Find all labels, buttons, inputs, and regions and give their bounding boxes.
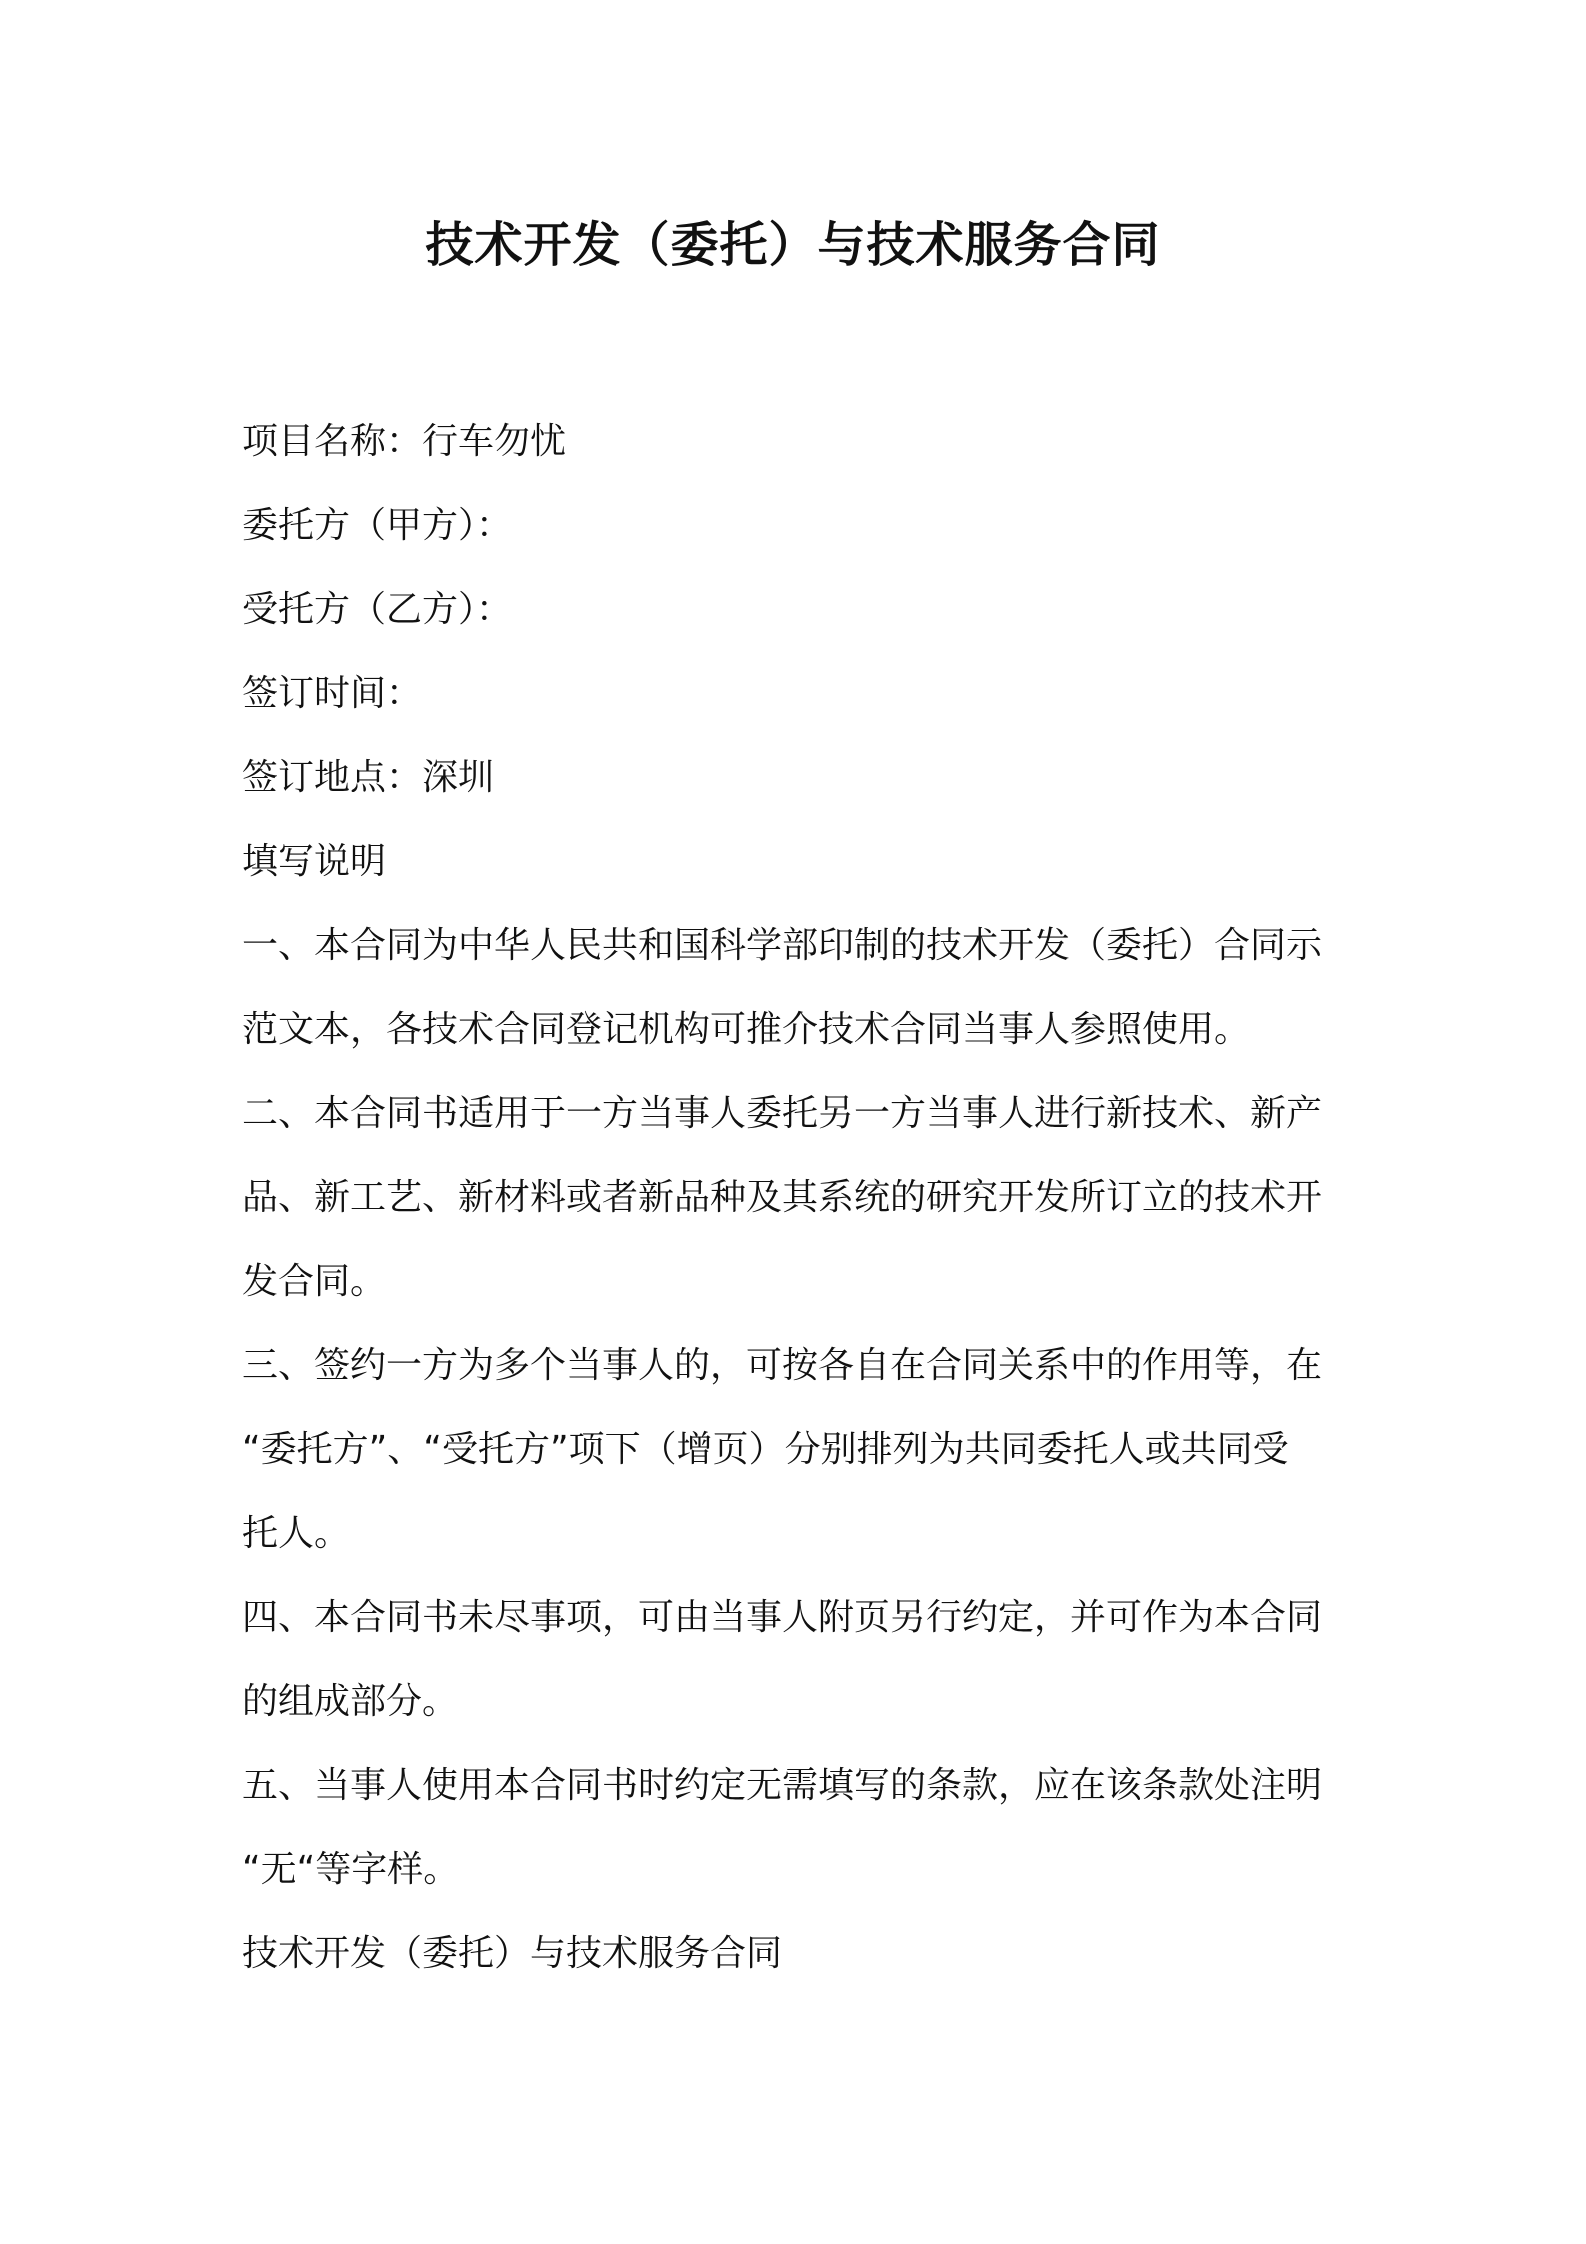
project-name-field: 项目名称：行车勿忧 — [242, 421, 567, 462]
instruction-line: 二、本合同书适用于一方当事人委托另一方当事人进行新技术、新产 — [242, 1093, 1323, 1134]
instruction-item-2 — [242, 1072, 1354, 1324]
document-title: 技术开发（委托）与技术服务合同 — [425, 217, 1161, 273]
contractor-field: 受托方（乙方）： — [242, 589, 513, 630]
instruction-line: 范文本，各技术合同登记机构可推介技术合同当事人参照使用。 — [242, 1009, 1251, 1050]
instruction-line: 一、本合同为中华人民共和国科学部印制的技术开发（委托）合同示 — [242, 925, 1323, 966]
document-body — [242, 400, 1354, 1996]
instruction-line: “委托方”、“受托方”项下（增页）分别排列为共同委托人或共同受 — [242, 1429, 1289, 1470]
instruction-line: 四、本合同书未尽事项，可由当事人附页另行约定，并可作为本合同 — [242, 1597, 1323, 1638]
signing-place-field: 签订地点：深圳 — [242, 757, 495, 798]
instruction-item-5 — [242, 1744, 1354, 1912]
instruction-line: 的组成部分。 — [242, 1681, 459, 1722]
instruction-line: “无“等字样。 — [242, 1849, 460, 1890]
instruction-line: 品、新工艺、新材料或者新品种及其系统的研究开发所订立的技术开 — [242, 1177, 1323, 1218]
signing-time-field: 签订时间： — [242, 673, 423, 714]
instruction-line: 发合同。 — [242, 1261, 387, 1302]
footer-heading: 技术开发（委托）与技术服务合同 — [242, 1933, 783, 1974]
client-field: 委托方（甲方）： — [242, 505, 513, 546]
instruction-item-1 — [242, 904, 1354, 1072]
instructions-heading: 填写说明 — [242, 841, 387, 882]
instruction-line: 托人。 — [242, 1513, 351, 1554]
instruction-line: 三、签约一方为多个当事人的，可按各自在合同关系中的作用等，在 — [242, 1345, 1323, 1386]
instruction-line: 五、当事人使用本合同书时约定无需填写的条款，应在该条款处注明 — [242, 1765, 1323, 1806]
instruction-item-3 — [242, 1324, 1354, 1576]
instruction-item-4 — [242, 1576, 1354, 1744]
